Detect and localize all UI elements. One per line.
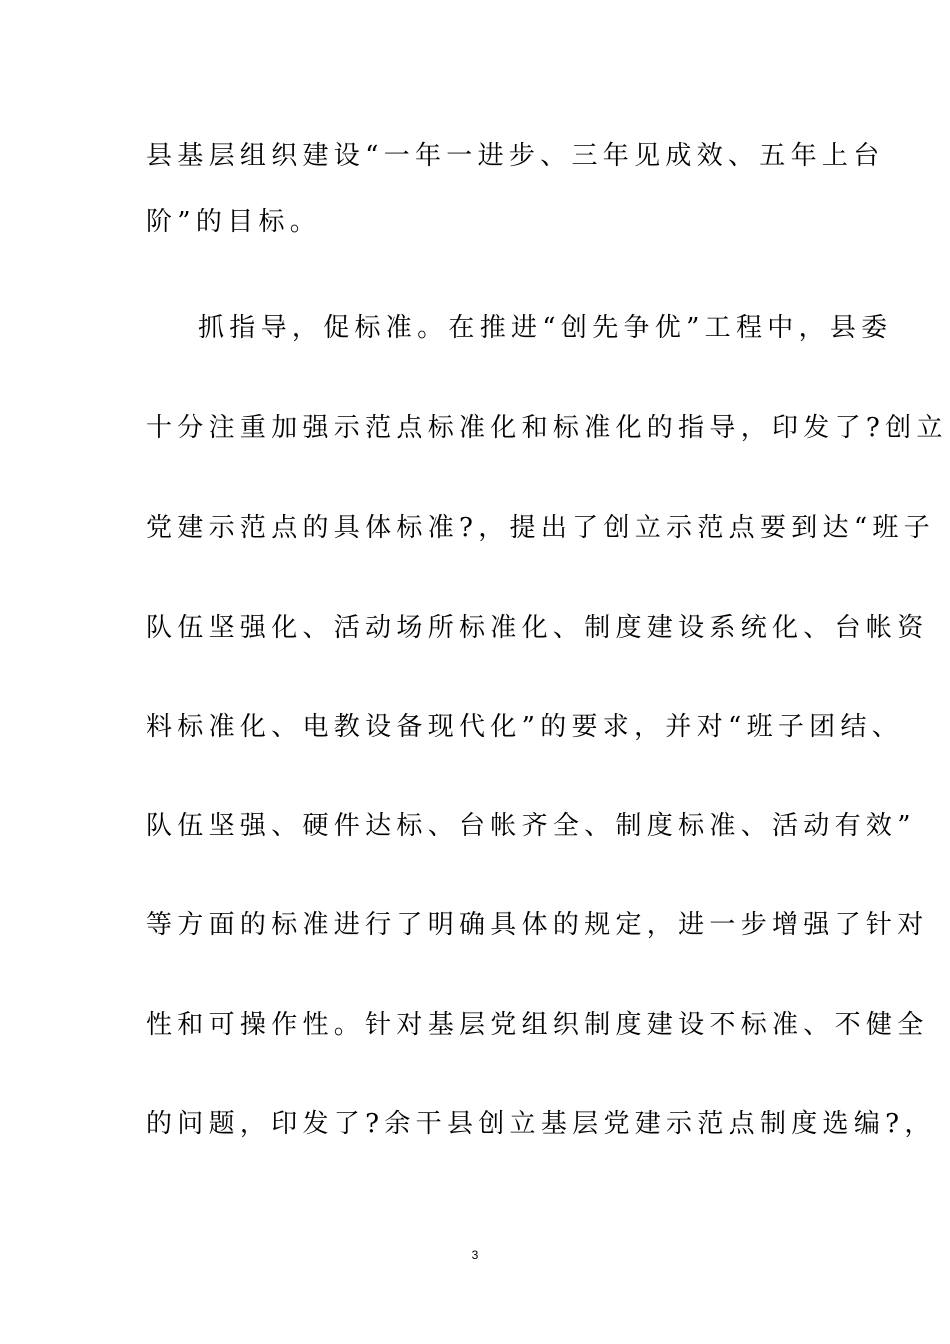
text-line: 阶”的目标。 <box>146 207 322 237</box>
text-line: 料标准化、电教设备现代化”的要求，并对“班子团结、 <box>146 712 904 742</box>
text-line: 性和可操作性。针对基层党组织制度建设不标准、不健全 <box>146 1010 929 1040</box>
text-line: 党建示范点的具体标准?，提出了创立示范点要到达“班子 <box>146 513 936 543</box>
text-line: 队伍坚强、硬件达标、台帐齐全、制度标准、活动有效” <box>146 811 916 841</box>
text-line: 等方面的标准进行了明确具体的规定，进一步增强了针对 <box>146 910 929 940</box>
text-line-paragraph-start: 抓指导，促标准。在推进“创先争优”工程中，县委 <box>198 313 893 343</box>
text-line: 县基层组织建设“一年一进步、三年见成效、五年上台 <box>146 141 885 171</box>
text-line: 的问题，印发了?余干县创立基层党建示范点制度选编?， <box>146 1109 936 1139</box>
text-line: 队伍坚强化、活动场所标准化、制度建设系统化、台帐资 <box>146 613 929 643</box>
page-number: 3 <box>471 1248 479 1262</box>
text-line: 十分注重加强示范点标准化和标准化的指导，印发了?创立 <box>146 413 948 443</box>
